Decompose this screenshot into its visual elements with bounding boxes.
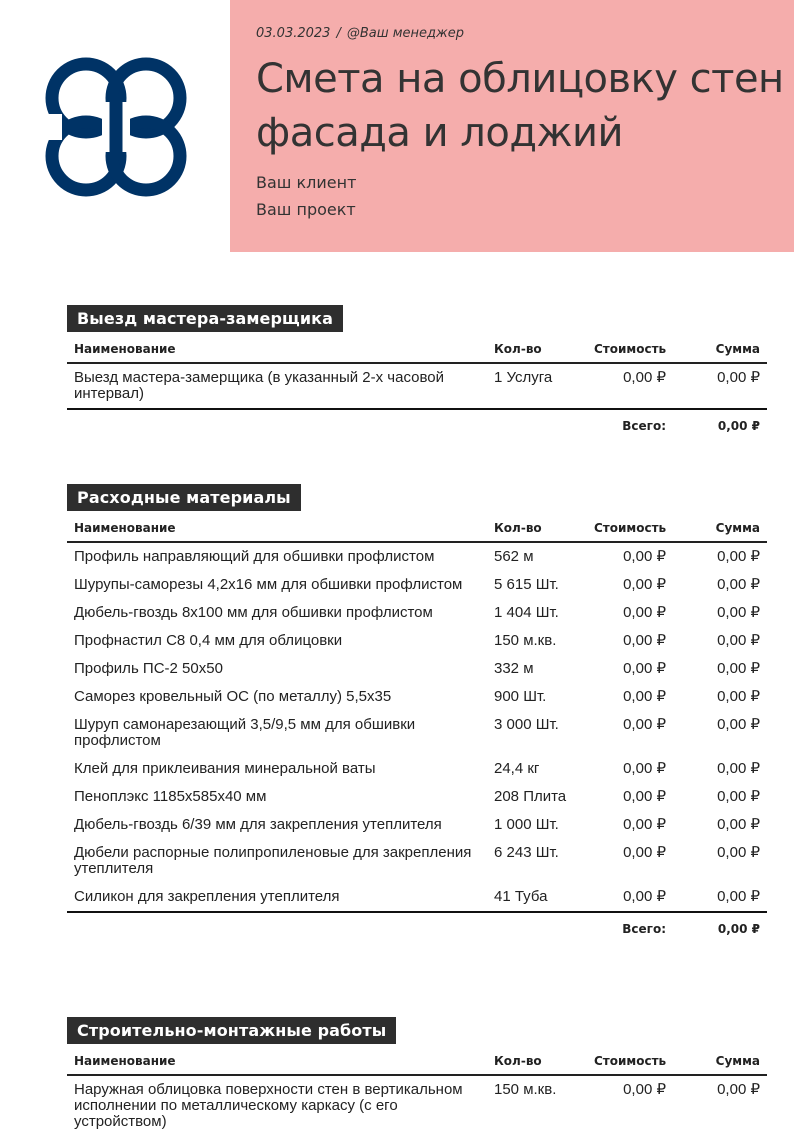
table-row bbox=[67, 571, 767, 599]
item-sum: 0,00 ₽ bbox=[717, 760, 760, 777]
item-qty: 1 404 Шт. bbox=[494, 604, 559, 621]
item-name: Силикон для закрепления утеплителя bbox=[67, 883, 487, 912]
item-cost: 0,00 ₽ bbox=[623, 632, 666, 649]
section-master-visit bbox=[67, 305, 767, 440]
estimate-table bbox=[67, 1050, 767, 1136]
table-row bbox=[67, 363, 767, 409]
total-value: 0,00 ₽ bbox=[717, 922, 760, 936]
item-cost: 0,00 ₽ bbox=[623, 816, 666, 833]
item-sum: 0,00 ₽ bbox=[717, 816, 760, 833]
column-header-sum: Сумма bbox=[673, 338, 767, 363]
table-row bbox=[67, 627, 767, 655]
item-sum: 0,00 ₽ bbox=[717, 688, 760, 705]
column-header-sum: Сумма bbox=[673, 1050, 767, 1075]
table-header-row bbox=[67, 1050, 767, 1075]
item-qty: 562 м bbox=[494, 548, 534, 565]
item-name: Выезд мастера-замерщика (в указанный 2-х часовой интервал) bbox=[67, 363, 487, 409]
item-qty: 41 Туба bbox=[487, 883, 587, 912]
client-name: Ваш клиент bbox=[256, 173, 357, 192]
item-cost: 0,00 ₽ bbox=[623, 1081, 666, 1098]
item-name: Пеноплэкс 1185х585х40 мм bbox=[74, 788, 267, 805]
project-name: Ваш проект bbox=[256, 200, 356, 219]
column-header-qty: Кол-во bbox=[487, 517, 587, 542]
item-sum: 0,00 ₽ bbox=[717, 788, 760, 805]
item-sum: 0,00 ₽ bbox=[717, 1081, 760, 1098]
item-sum: 0,00 ₽ bbox=[717, 660, 760, 677]
table-header-row bbox=[67, 338, 767, 363]
item-sum: 0,00 ₽ bbox=[717, 844, 760, 861]
item-qty: 5 615 Шт. bbox=[494, 576, 559, 593]
item-sum: 0,00 ₽ bbox=[717, 632, 760, 649]
table-row bbox=[67, 1075, 767, 1136]
table-row bbox=[67, 542, 767, 571]
item-sum: 0,00 ₽ bbox=[717, 576, 760, 593]
item-cost: 0,00 ₽ bbox=[623, 716, 666, 733]
item-sum: 0,00 ₽ bbox=[673, 883, 767, 912]
item-name: Саморез кровельный ОС (по металлу) 5,5х35 bbox=[74, 688, 392, 705]
item-name: Клей для приклеивания минеральной ваты bbox=[74, 760, 376, 777]
item-qty: 150 м.кв. bbox=[494, 632, 557, 649]
column-header-name: Наименование bbox=[67, 338, 487, 363]
total-label: Всего: bbox=[622, 922, 666, 936]
table-row bbox=[67, 839, 767, 883]
item-cost: 0,00 ₽ bbox=[623, 688, 666, 705]
item-sum: 0,00 ₽ bbox=[717, 604, 760, 621]
item-cost: 0,00 ₽ bbox=[623, 760, 666, 777]
table-row bbox=[67, 711, 767, 755]
document-title: Смета на облицовку стен фасада и лоджий bbox=[256, 56, 784, 156]
table-row bbox=[67, 783, 767, 811]
column-header-sum: Сумма bbox=[673, 517, 767, 542]
total-row bbox=[67, 912, 767, 943]
item-name: Дюбель-гвоздь 8х100 мм для обшивки профлистом bbox=[74, 604, 433, 621]
table-row bbox=[67, 811, 767, 839]
item-qty: 900 Шт. bbox=[494, 688, 547, 705]
section-heading: Расходные материалы bbox=[67, 484, 301, 511]
column-header-qty: Кол-во bbox=[487, 338, 587, 363]
item-cost: 0,00 ₽ bbox=[587, 363, 673, 409]
item-cost: 0,00 ₽ bbox=[623, 576, 666, 593]
document-meta bbox=[256, 26, 464, 41]
header-panel bbox=[230, 0, 794, 252]
total-label: Всего: bbox=[622, 419, 666, 433]
item-name: Шуруп самонарезающий 3,5/9,5 мм для обшивки профлистом bbox=[74, 716, 416, 749]
item-sum: 0,00 ₽ bbox=[717, 548, 760, 565]
total-value: 0,00 ₽ bbox=[717, 419, 760, 433]
estimate-table bbox=[67, 338, 767, 440]
item-name: Наружная облицовка поверхности стен в вертикальном исполнении по металлическому каркасу (с его устройством) bbox=[74, 1081, 463, 1130]
column-header-name: Наименование bbox=[67, 1050, 487, 1075]
item-name: Дюбель-гвоздь 6/39 мм для закрепления утеплителя bbox=[74, 816, 442, 833]
item-name: Профиль направляющий для обшивки профлистом bbox=[74, 548, 435, 565]
table-header-row bbox=[67, 517, 767, 542]
item-qty: 3 000 Шт. bbox=[494, 716, 559, 733]
column-header-cost: Стоимость bbox=[587, 1050, 673, 1075]
table-row bbox=[67, 883, 767, 912]
item-name: Профнастил С8 0,4 мм для облицовки bbox=[74, 632, 343, 649]
estimate-table bbox=[67, 517, 767, 943]
meta-separator: / bbox=[336, 26, 341, 41]
table-row bbox=[67, 599, 767, 627]
item-qty: 24,4 кг bbox=[494, 760, 540, 777]
column-header-cost: Стоимость bbox=[587, 517, 673, 542]
section-heading: Выезд мастера-замерщика bbox=[67, 305, 343, 332]
item-name: Дюбели распорные полипропиленовые для закрепления утеплителя bbox=[74, 844, 472, 877]
manager-name: @Ваш менеджер bbox=[346, 26, 464, 41]
item-sum: 0,00 ₽ bbox=[717, 716, 760, 733]
column-header-cost: Стоимость bbox=[587, 338, 673, 363]
item-cost: 0,00 ₽ bbox=[623, 660, 666, 677]
item-qty: 6 243 Шт. bbox=[494, 844, 559, 861]
item-cost: 0,00 ₽ bbox=[623, 788, 666, 805]
item-cost: 0,00 ₽ bbox=[623, 844, 666, 861]
company-logo bbox=[40, 52, 190, 202]
item-qty: 150 м.кв. bbox=[494, 1081, 557, 1098]
item-qty: 208 Плита bbox=[494, 788, 567, 805]
column-header-qty: Кол-во bbox=[487, 1050, 587, 1075]
item-cost: 0,00 ₽ bbox=[623, 604, 666, 621]
table-row bbox=[67, 655, 767, 683]
item-cost: 0,00 ₽ bbox=[623, 548, 666, 565]
item-name: Профиль ПС-2 50х50 bbox=[74, 660, 223, 677]
section-construction-works bbox=[67, 1017, 767, 1136]
table-row bbox=[67, 755, 767, 783]
document-date: 03.03.2023 bbox=[256, 26, 331, 41]
section-heading: Строительно-монтажные работы bbox=[67, 1017, 396, 1044]
column-header-name: Наименование bbox=[67, 517, 487, 542]
total-row bbox=[67, 409, 767, 440]
section-consumables bbox=[67, 484, 767, 943]
table-row bbox=[67, 683, 767, 711]
item-name: Шурупы-саморезы 4,2х16 мм для обшивки профлистом bbox=[74, 576, 463, 593]
item-qty: 1 000 Шт. bbox=[494, 816, 559, 833]
item-qty: 1 Услуга bbox=[487, 363, 587, 409]
item-qty: 332 м bbox=[494, 660, 534, 677]
item-sum: 0,00 ₽ bbox=[673, 363, 767, 409]
item-cost: 0,00 ₽ bbox=[587, 883, 673, 912]
